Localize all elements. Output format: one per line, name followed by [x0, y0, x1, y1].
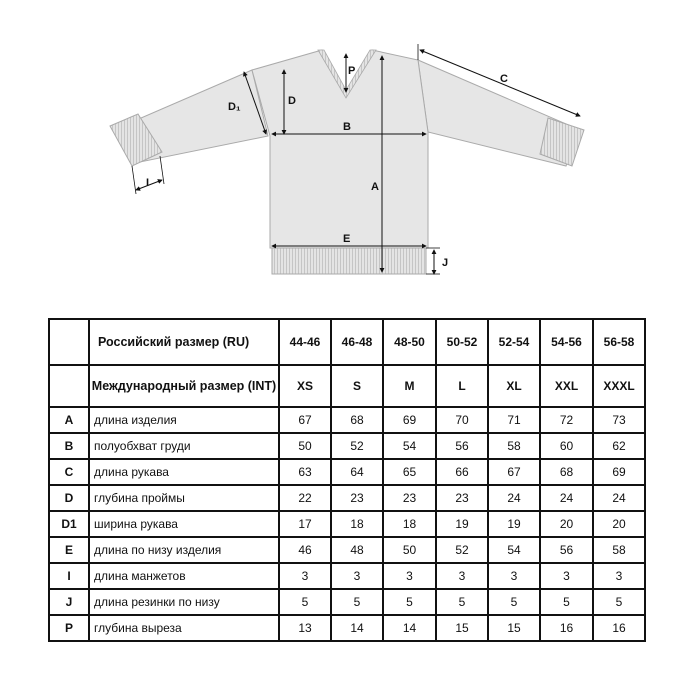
measure-value: 69 — [383, 407, 436, 433]
int-size-cell: XS — [279, 365, 331, 407]
sweater-measurement-diagram — [0, 0, 700, 300]
measure-value: 16 — [540, 615, 593, 641]
header-int-label: Международный размер (INT) — [89, 365, 279, 407]
measure-value: 23 — [331, 485, 383, 511]
table-row — [49, 563, 645, 589]
measure-value: 24 — [540, 485, 593, 511]
measure-value: 56 — [436, 433, 488, 459]
ru-size-cell: 52-54 — [488, 319, 540, 365]
measure-value: 73 — [593, 407, 645, 433]
measure-key: A — [49, 407, 89, 433]
table-row — [49, 615, 645, 641]
table-row — [49, 511, 645, 537]
measure-value: 3 — [436, 563, 488, 589]
measure-value: 71 — [488, 407, 540, 433]
measure-value: 48 — [331, 537, 383, 563]
measure-value: 14 — [331, 615, 383, 641]
ru-size-cell: 56-58 — [593, 319, 645, 365]
int-size-cell: M — [383, 365, 436, 407]
header-ru-row — [49, 319, 645, 365]
measure-key: I — [49, 563, 89, 589]
measure-key: D — [49, 485, 89, 511]
measure-key: C — [49, 459, 89, 485]
measure-value: 63 — [279, 459, 331, 485]
measure-value: 58 — [488, 433, 540, 459]
measure-value: 50 — [383, 537, 436, 563]
measure-value: 24 — [488, 485, 540, 511]
measure-value: 3 — [383, 563, 436, 589]
measure-description: длина рукава — [89, 459, 279, 485]
measure-value: 52 — [331, 433, 383, 459]
waistband — [272, 248, 426, 274]
measure-description: длина манжетов — [89, 563, 279, 589]
measure-value: 18 — [331, 511, 383, 537]
measure-description: длина по низу изделия — [89, 537, 279, 563]
measure-value: 13 — [279, 615, 331, 641]
measure-description: ширина рукава — [89, 511, 279, 537]
measure-value: 3 — [331, 563, 383, 589]
label-p: P — [348, 65, 356, 77]
table-row — [49, 433, 645, 459]
measure-value: 3 — [593, 563, 645, 589]
int-size-cell: L — [436, 365, 488, 407]
measure-description: глубина выреза — [89, 615, 279, 641]
measure-value: 54 — [488, 537, 540, 563]
measure-value: 67 — [488, 459, 540, 485]
label-i: I — [146, 177, 150, 189]
measure-value: 54 — [383, 433, 436, 459]
header-ru-label: Российский размер (RU) — [89, 319, 279, 365]
table-row — [49, 589, 645, 615]
ru-size-cell: 48-50 — [383, 319, 436, 365]
measure-key: E — [49, 537, 89, 563]
ru-size-cell: 46-48 — [331, 319, 383, 365]
measure-value: 20 — [540, 511, 593, 537]
header-int-row — [49, 365, 645, 407]
measure-value: 62 — [593, 433, 645, 459]
measure-value: 5 — [488, 589, 540, 615]
measure-value: 15 — [436, 615, 488, 641]
measure-value: 66 — [436, 459, 488, 485]
corner-cell — [49, 365, 89, 407]
measure-description: длина изделия — [89, 407, 279, 433]
measure-description: глубина проймы — [89, 485, 279, 511]
measure-value: 50 — [279, 433, 331, 459]
measure-value: 46 — [279, 537, 331, 563]
measure-description: длина резинки по низу — [89, 589, 279, 615]
measure-value: 5 — [593, 589, 645, 615]
measure-value: 19 — [436, 511, 488, 537]
measure-value: 69 — [593, 459, 645, 485]
measure-value: 5 — [279, 589, 331, 615]
measure-value: 3 — [279, 563, 331, 589]
measure-value: 19 — [488, 511, 540, 537]
label-j: J — [442, 257, 449, 269]
measure-value: 14 — [383, 615, 436, 641]
measure-value: 17 — [279, 511, 331, 537]
measure-value: 70 — [436, 407, 488, 433]
measure-value: 22 — [279, 485, 331, 511]
measure-value: 60 — [540, 433, 593, 459]
measure-key: J — [49, 589, 89, 615]
int-size-cell: XL — [488, 365, 540, 407]
label-d: D — [288, 95, 296, 107]
measure-value: 65 — [383, 459, 436, 485]
ru-size-cell: 50-52 — [436, 319, 488, 365]
int-size-cell: XXXL — [593, 365, 645, 407]
measure-value: 3 — [540, 563, 593, 589]
measure-value: 64 — [331, 459, 383, 485]
measure-value: 68 — [540, 459, 593, 485]
measure-value: 3 — [488, 563, 540, 589]
label-a: A — [371, 181, 379, 193]
measure-value: 72 — [540, 407, 593, 433]
measure-value: 5 — [331, 589, 383, 615]
int-size-cell: XXL — [540, 365, 593, 407]
ru-size-cell: 44-46 — [279, 319, 331, 365]
table-row — [49, 459, 645, 485]
ru-size-cell: 54-56 — [540, 319, 593, 365]
measure-value: 18 — [383, 511, 436, 537]
measure-key: P — [49, 615, 89, 641]
table-row — [49, 407, 645, 433]
label-c: C — [500, 73, 508, 85]
measure-key: B — [49, 433, 89, 459]
measure-value: 16 — [593, 615, 645, 641]
measure-value: 5 — [436, 589, 488, 615]
int-size-cell: S — [331, 365, 383, 407]
label-e: E — [343, 233, 351, 245]
measure-value: 67 — [279, 407, 331, 433]
measure-value: 5 — [383, 589, 436, 615]
measure-description: полуобхват груди — [89, 433, 279, 459]
measure-key: D1 — [49, 511, 89, 537]
size-table — [48, 318, 646, 642]
measure-value: 52 — [436, 537, 488, 563]
measure-value: 5 — [540, 589, 593, 615]
measure-value: 20 — [593, 511, 645, 537]
table-row — [49, 537, 645, 563]
label-b: B — [343, 121, 351, 133]
measure-value: 24 — [593, 485, 645, 511]
measure-value: 23 — [436, 485, 488, 511]
measure-value: 58 — [593, 537, 645, 563]
measure-value: 56 — [540, 537, 593, 563]
label-d1: D₁ — [228, 101, 241, 113]
measure-value: 15 — [488, 615, 540, 641]
corner-cell — [49, 319, 89, 365]
measure-value: 68 — [331, 407, 383, 433]
measure-value: 23 — [383, 485, 436, 511]
table-row — [49, 485, 645, 511]
